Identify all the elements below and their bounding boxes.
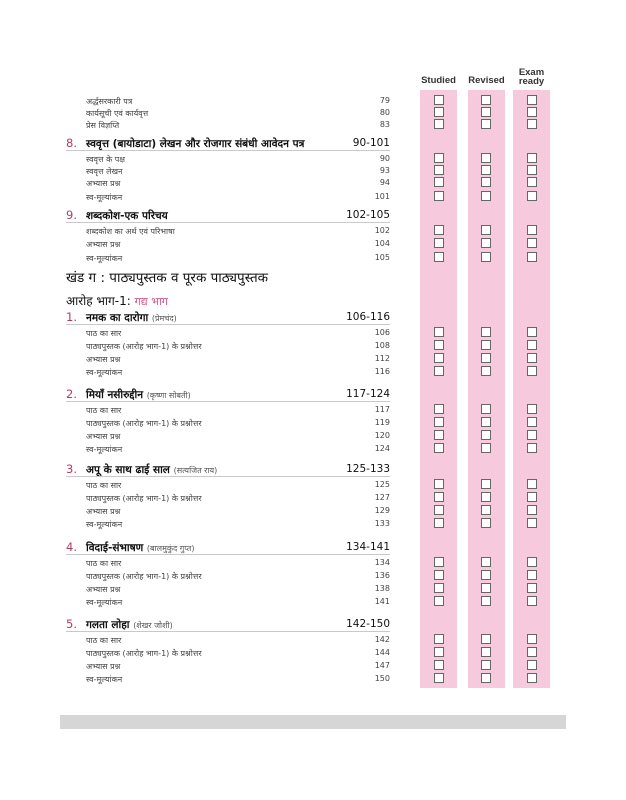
section-heading: खंड ग : पाठ्यपुस्तक व पूरक पाठ्यपुस्तक <box>66 270 269 286</box>
page-number: 102 <box>374 226 390 235</box>
page-number: 141 <box>374 597 390 606</box>
exam-ready-checkbox[interactable] <box>527 443 537 453</box>
revised-checkbox[interactable] <box>481 557 491 567</box>
toc-entry: पाठ्यपुस्तक (आरोह भाग-1) के प्रश्नोत्तर <box>86 342 202 351</box>
page-number: 93 <box>379 166 390 175</box>
exam-ready-checkbox[interactable] <box>527 570 537 580</box>
revised-checkbox[interactable] <box>481 570 491 580</box>
revised-checkbox[interactable] <box>481 95 491 105</box>
exam-ready-checkbox[interactable] <box>527 165 537 175</box>
revised-checkbox[interactable] <box>481 430 491 440</box>
toc-entry: पाठ का सार <box>86 636 122 645</box>
lesson-number: 5. <box>66 617 77 631</box>
exam-ready-checkbox[interactable] <box>527 153 537 163</box>
exam-ready-checkbox[interactable] <box>527 327 537 337</box>
footer-bar <box>60 715 566 729</box>
studied-checkbox[interactable] <box>434 252 444 262</box>
exam-ready-checkbox[interactable] <box>527 225 537 235</box>
page-number: 119 <box>374 418 390 427</box>
studied-checkbox[interactable] <box>434 596 444 606</box>
revised-header: Revised <box>468 75 505 86</box>
page-number: 108 <box>374 341 390 350</box>
lesson-title <box>86 311 177 325</box>
toc-entry: पाठ्यपुस्तक (आरोह भाग-1) के प्रश्नोत्तर <box>86 494 202 503</box>
studied-checkbox[interactable] <box>434 557 444 567</box>
lesson-number: 3. <box>66 462 77 476</box>
lesson-divider <box>66 401 390 402</box>
lesson-page-range: 134-141 <box>346 541 390 553</box>
page-number: 138 <box>374 584 390 593</box>
exam-ready-checkbox[interactable] <box>527 238 537 248</box>
page-number: 125 <box>374 480 390 489</box>
lesson-page-range: 125-133 <box>346 463 390 475</box>
toc-entry: अभ्यास प्रश्न <box>86 432 121 441</box>
studied-checkbox[interactable] <box>434 225 444 235</box>
lesson-author: (शेखर जोशी) <box>133 621 173 630</box>
toc-entry: स्व-मूल्यांकन <box>86 254 123 263</box>
exam-ready-checkbox[interactable] <box>527 647 537 657</box>
revised-checkbox[interactable] <box>481 177 491 187</box>
studied-checkbox[interactable] <box>434 107 444 117</box>
exam-ready-checkbox[interactable] <box>527 430 537 440</box>
revised-checkbox[interactable] <box>481 518 491 528</box>
studied-checkbox[interactable] <box>434 505 444 515</box>
lesson-page-range: 142-150 <box>346 618 390 630</box>
exam-ready-checkbox[interactable] <box>527 107 537 117</box>
revised-checkbox[interactable] <box>481 492 491 502</box>
revised-checkbox[interactable] <box>481 443 491 453</box>
revised-checkbox[interactable] <box>481 417 491 427</box>
revised-checkbox[interactable] <box>481 107 491 117</box>
studied-checkbox[interactable] <box>434 634 444 644</box>
chapter-page-range: 102-105 <box>346 209 390 221</box>
page-number: 133 <box>374 519 390 528</box>
toc-entry: पाठ्यपुस्तक (आरोह भाग-1) के प्रश्नोत्तर <box>86 572 202 581</box>
studied-checkbox[interactable] <box>434 660 444 670</box>
toc-entry: अभ्यास प्रश्न <box>86 179 121 188</box>
revised-checkbox[interactable] <box>481 596 491 606</box>
lesson-author: (सत्यजित राय) <box>173 466 218 475</box>
revised-checkbox[interactable] <box>481 225 491 235</box>
studied-checkbox[interactable] <box>434 443 444 453</box>
chapter-number: 8. <box>66 136 77 150</box>
toc-entry: अर्द्धसरकारी पत्र <box>86 97 133 106</box>
toc-entry: पाठ्यपुस्तक (आरोह भाग-1) के प्रश्नोत्तर <box>86 419 202 428</box>
lesson-title <box>86 388 191 402</box>
exam-ready-header: Exam ready <box>518 67 545 87</box>
revised-checkbox[interactable] <box>481 153 491 163</box>
revised-checkbox[interactable] <box>481 673 491 683</box>
lesson-number: 2. <box>66 387 77 401</box>
page-number: 112 <box>374 354 390 363</box>
revised-checkbox[interactable] <box>481 238 491 248</box>
toc-entry: अभ्यास प्रश्न <box>86 507 121 516</box>
revised-checkbox[interactable] <box>481 404 491 414</box>
lesson-page-range: 106-116 <box>346 311 390 323</box>
studied-checkbox[interactable] <box>434 673 444 683</box>
chapter-number: 9. <box>66 208 77 222</box>
revised-checkbox[interactable] <box>481 634 491 644</box>
studied-checkbox[interactable] <box>434 327 444 337</box>
lesson-title-text: नमक का दारोगा <box>86 312 149 324</box>
chapter-title: शब्दकोश-एक परिचय <box>86 210 168 222</box>
toc-entry: कार्यसूची एवं कार्यवृत्त <box>86 109 149 118</box>
toc-entry: पाठ्यपुस्तक (आरोह भाग-1) के प्रश्नोत्तर <box>86 649 202 658</box>
exam-ready-checkbox[interactable] <box>527 191 537 201</box>
studied-checkbox[interactable] <box>434 238 444 248</box>
studied-checkbox[interactable] <box>434 583 444 593</box>
toc-entry: स्व-मूल्यांकन <box>86 520 123 529</box>
subsection-tag: गद्य भाग <box>134 295 169 308</box>
page-number: 129 <box>374 506 390 515</box>
studied-checkbox[interactable] <box>434 647 444 657</box>
studied-checkbox[interactable] <box>434 165 444 175</box>
lesson-divider <box>66 631 390 632</box>
page-number: 150 <box>374 674 390 683</box>
page-number: 104 <box>374 239 390 248</box>
studied-checkbox[interactable] <box>434 430 444 440</box>
studied-checkbox[interactable] <box>434 119 444 129</box>
exam-ready-checkbox[interactable] <box>527 518 537 528</box>
studied-checkbox[interactable] <box>434 191 444 201</box>
toc-entry: स्व-मूल्यांकन <box>86 598 123 607</box>
revised-checkbox[interactable] <box>481 647 491 657</box>
page-number: 83 <box>379 120 390 129</box>
lesson-title-text: मियाँ नसीरुद्दीन <box>86 389 144 401</box>
lesson-divider <box>66 476 390 477</box>
toc-entry: पाठ का सार <box>86 481 122 490</box>
page-number: 106 <box>374 328 390 337</box>
toc-entry: स्व-मूल्यांकन <box>86 368 123 377</box>
exam-ready-checkbox[interactable] <box>527 557 537 567</box>
exam-ready-checkbox[interactable] <box>527 583 537 593</box>
exam-ready-checkbox[interactable] <box>527 492 537 502</box>
subsection-heading <box>66 292 168 309</box>
chapter-page-range: 90-101 <box>352 137 390 149</box>
revised-checkbox[interactable] <box>481 583 491 593</box>
studied-checkbox[interactable] <box>434 366 444 376</box>
studied-checkbox[interactable] <box>434 479 444 489</box>
page-number: 147 <box>374 661 390 670</box>
lesson-author: (प्रेमचंद) <box>151 314 177 323</box>
page-number: 120 <box>374 431 390 440</box>
lesson-title <box>86 463 217 477</box>
lesson-author: (कृष्णा सोबती) <box>146 391 191 400</box>
exam-ready-checkbox[interactable] <box>527 479 537 489</box>
exam-ready-checkbox[interactable] <box>527 95 537 105</box>
lesson-title-text: अपू के साथ ढाई साल <box>86 464 170 476</box>
exam-ready-checkbox[interactable] <box>527 366 537 376</box>
studied-checkbox[interactable] <box>434 570 444 580</box>
revised-checkbox[interactable] <box>481 353 491 363</box>
chapter-divider <box>66 150 390 151</box>
lesson-divider <box>66 554 390 555</box>
subsection-title: आरोह भाग-1: <box>66 294 131 308</box>
studied-checkbox[interactable] <box>434 353 444 363</box>
lesson-number: 1. <box>66 310 77 324</box>
toc-entry: पाठ का सार <box>86 559 122 568</box>
toc-entry: अभ्यास प्रश्न <box>86 662 121 671</box>
page-number: 105 <box>374 253 390 262</box>
page-number: 144 <box>374 648 390 657</box>
exam-ready-checkbox[interactable] <box>527 177 537 187</box>
page-number: 117 <box>374 405 390 414</box>
lesson-page-range: 117-124 <box>346 388 390 400</box>
page-number: 136 <box>374 571 390 580</box>
toc-entry: पाठ का सार <box>86 329 122 338</box>
chapter-title: स्ववृत्त (बायोडाटा) लेखन और रोजगार संबंधी आवेदन पत्र <box>86 138 305 150</box>
toc-entry: प्रेस विज्ञप्ति <box>86 121 120 130</box>
page-number: 101 <box>374 192 390 201</box>
exam-ready-checkbox[interactable] <box>527 505 537 515</box>
lesson-number: 4. <box>66 540 77 554</box>
exam-ready-checkbox[interactable] <box>527 404 537 414</box>
exam-ready-checkbox[interactable] <box>527 673 537 683</box>
exam-ready-checkbox[interactable] <box>527 660 537 670</box>
revised-checkbox[interactable] <box>481 366 491 376</box>
lesson-title <box>86 618 173 632</box>
studied-checkbox[interactable] <box>434 417 444 427</box>
toc-entry: पाठ का सार <box>86 406 122 415</box>
studied-checkbox[interactable] <box>434 153 444 163</box>
toc-entry: अभ्यास प्रश्न <box>86 240 121 249</box>
page-number: 116 <box>374 367 390 376</box>
page-number: 124 <box>374 444 390 453</box>
studied-checkbox[interactable] <box>434 95 444 105</box>
studied-checkbox[interactable] <box>434 518 444 528</box>
exam-ready-checkbox[interactable] <box>527 596 537 606</box>
studied-header: Studied <box>421 75 456 86</box>
revised-checkbox[interactable] <box>481 505 491 515</box>
exam-ready-checkbox[interactable] <box>527 634 537 644</box>
page-number: 127 <box>374 493 390 502</box>
page-number: 142 <box>374 635 390 644</box>
page-number: 90 <box>379 154 390 163</box>
toc-entry: स्व-मूल्यांकन <box>86 193 123 202</box>
studied-checkbox[interactable] <box>434 492 444 502</box>
exam-ready-checkbox[interactable] <box>527 353 537 363</box>
page-number: 79 <box>379 96 390 105</box>
lesson-divider <box>66 324 390 325</box>
exam-ready-checkbox[interactable] <box>527 417 537 427</box>
chapter-divider <box>66 222 390 223</box>
revised-checkbox[interactable] <box>481 119 491 129</box>
exam-ready-checkbox[interactable] <box>527 340 537 350</box>
studied-checkbox[interactable] <box>434 177 444 187</box>
revised-checkbox[interactable] <box>481 165 491 175</box>
page-number: 94 <box>379 178 390 187</box>
revised-checkbox[interactable] <box>481 327 491 337</box>
lesson-title <box>86 541 194 555</box>
toc-entry: शब्दकोश का अर्थ एवं परिभाषा <box>86 227 175 236</box>
exam-ready-checkbox[interactable] <box>527 252 537 262</box>
toc-entry: स्व-मूल्यांकन <box>86 675 123 684</box>
toc-entry: अभ्यास प्रश्न <box>86 355 121 364</box>
exam-ready-checkbox[interactable] <box>527 119 537 129</box>
lesson-title-text: गलता लोहा <box>86 619 130 631</box>
toc-entry: स्ववृत्त लेखन <box>86 167 123 176</box>
revised-checkbox[interactable] <box>481 252 491 262</box>
toc-entry: अभ्यास प्रश्न <box>86 585 121 594</box>
studied-checkbox[interactable] <box>434 340 444 350</box>
revised-checkbox[interactable] <box>481 660 491 670</box>
toc-entry: स्ववृत्त के पक्ष <box>86 155 126 164</box>
revised-checkbox[interactable] <box>481 191 491 201</box>
revised-checkbox[interactable] <box>481 479 491 489</box>
studied-checkbox[interactable] <box>434 404 444 414</box>
lesson-title-text: विदाई-संभाषण <box>86 542 144 554</box>
page-number: 134 <box>374 558 390 567</box>
lesson-author: (बालमुकुंद गुप्त) <box>146 544 195 553</box>
revised-checkbox[interactable] <box>481 340 491 350</box>
toc-entry: स्व-मूल्यांकन <box>86 445 123 454</box>
page-number: 80 <box>379 108 390 117</box>
